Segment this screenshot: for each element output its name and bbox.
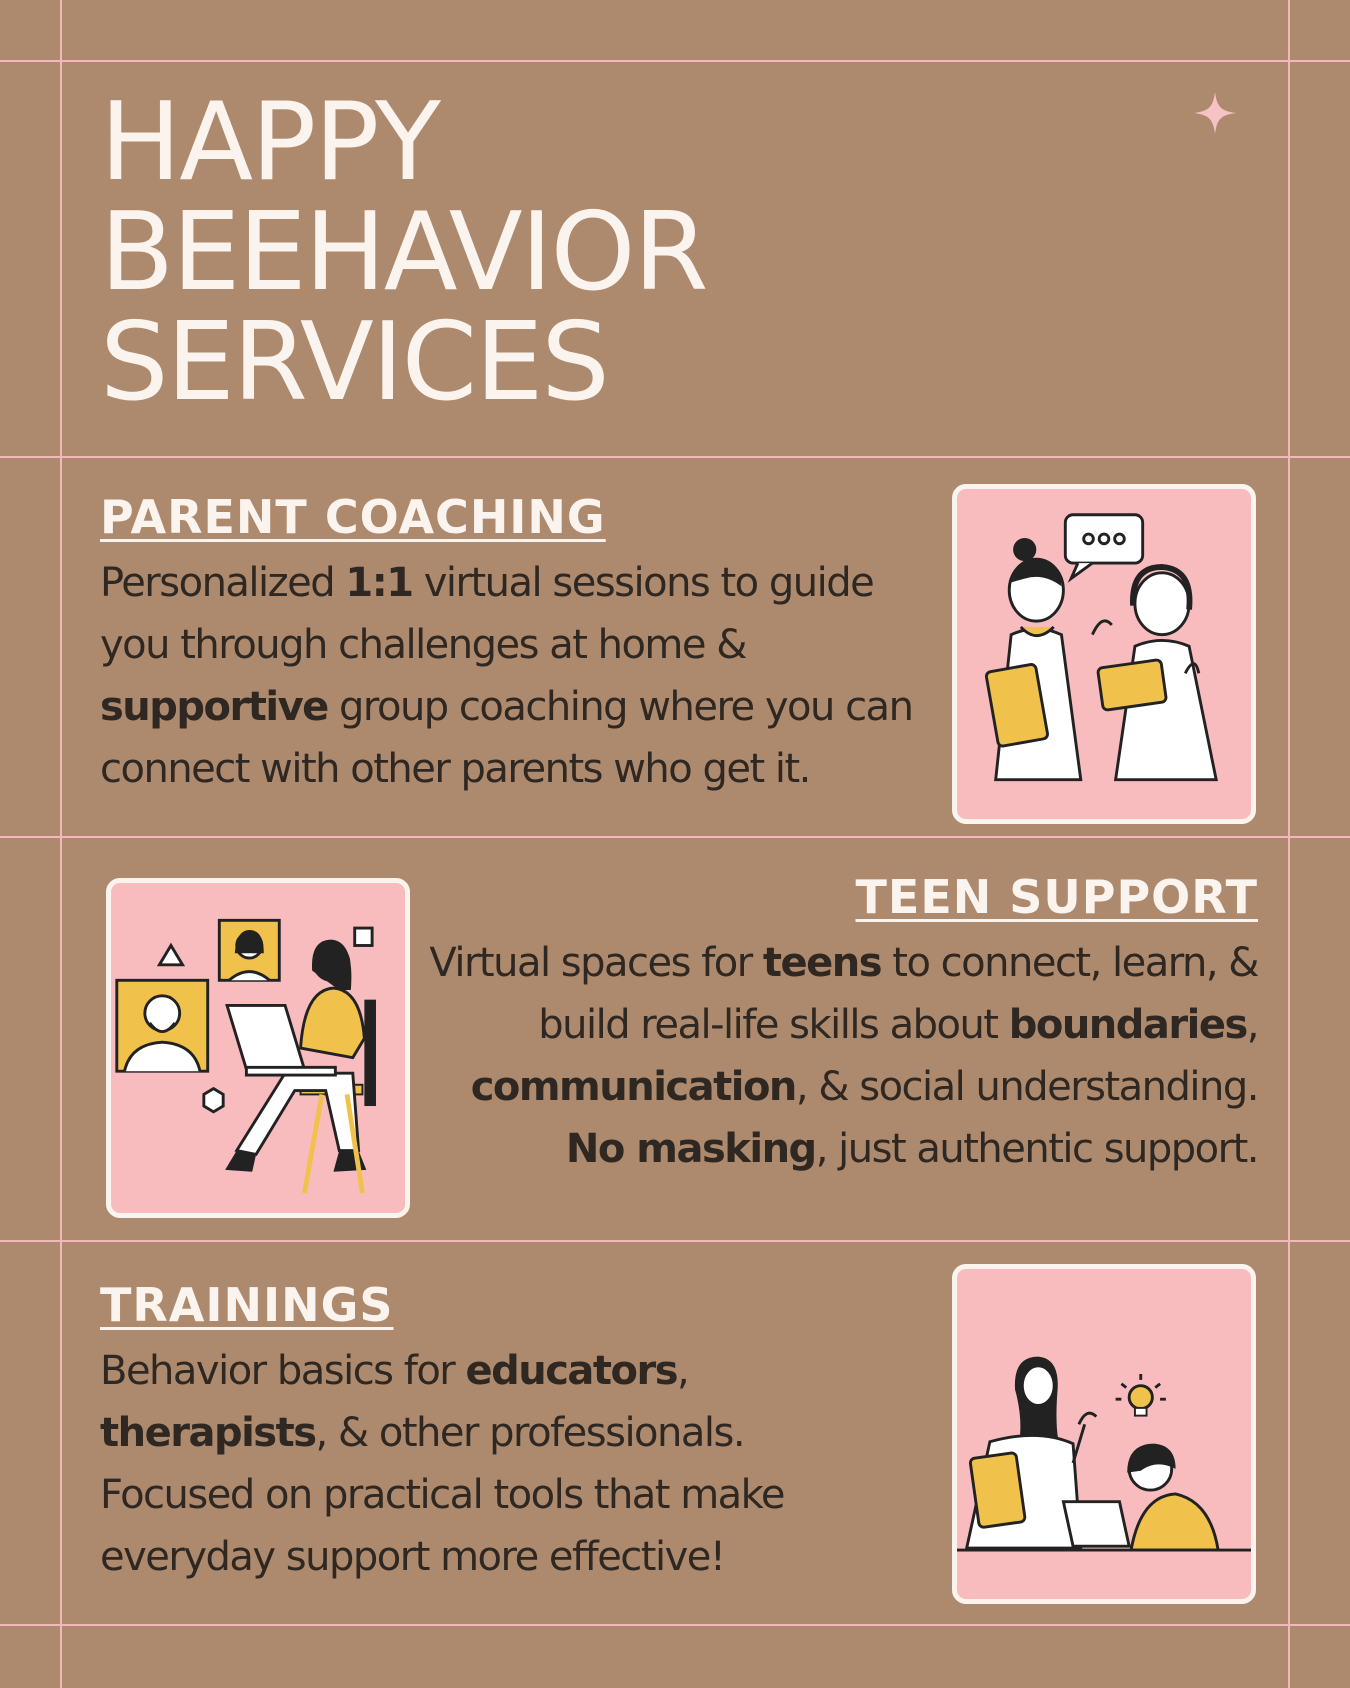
text-segment: Personalized <box>100 560 346 606</box>
grid-line-top <box>0 60 1350 62</box>
title-line-1: HAPPY <box>100 80 439 205</box>
bold-text: communication <box>470 1064 796 1110</box>
text-segment: , & social understanding. <box>795 1064 1258 1110</box>
grid-line-left <box>60 0 62 1688</box>
bold-text: educators <box>465 1348 678 1394</box>
grid-line-3 <box>0 1240 1350 1242</box>
laptop-icon <box>111 883 405 1213</box>
text-segment: virtual sessions to guide you through challenges at home & <box>100 560 874 668</box>
trainings-section <box>100 1278 860 1588</box>
grid-line-bottom <box>0 1624 1350 1626</box>
video-call-illustration <box>106 878 410 1218</box>
text-segment: group coaching where you can connect with other parents who get it. <box>100 684 913 792</box>
parent-coaching-heading: PARENT COACHING <box>100 490 606 544</box>
bold-text: teens <box>762 940 882 986</box>
grid-line-right <box>1288 0 1290 1688</box>
lightbulb-icon <box>957 1269 1251 1599</box>
text-segment: Behavior basics for <box>100 1348 466 1394</box>
conversation-icon <box>957 489 1251 819</box>
teen-support-text <box>420 932 1258 1180</box>
bold-text: 1:1 <box>345 560 413 606</box>
grid-line-1 <box>0 456 1350 458</box>
teen-support-section <box>420 870 1258 1180</box>
bold-text: boundaries <box>1008 1002 1247 1048</box>
text-segment: , <box>1246 1002 1258 1048</box>
trainings-heading: TRAININGS <box>100 1278 394 1332</box>
page-title <box>100 80 707 425</box>
bold-text: therapists <box>100 1410 316 1456</box>
two-women-talking-illustration <box>952 484 1256 824</box>
bold-text: No masking <box>565 1126 816 1172</box>
text-segment: , & other professionals. Focused on practical tools that make everyday support more effective! <box>100 1410 785 1580</box>
bold-text: supportive <box>100 684 328 730</box>
sparkle-icon <box>1194 92 1236 134</box>
text-segment: , just authentic support. <box>815 1126 1258 1172</box>
parent-coaching-section <box>100 490 940 800</box>
title-line-3: SERVICES <box>100 300 608 425</box>
teacher-student-illustration <box>952 1264 1256 1604</box>
text-segment: to connect, learn, & build real-life skills about <box>538 940 1258 1048</box>
teen-support-heading: TEEN SUPPORT <box>855 870 1258 924</box>
trainings-text <box>100 1340 860 1588</box>
text-segment: , <box>677 1348 689 1394</box>
grid-line-2 <box>0 836 1350 838</box>
text-segment: Virtual spaces for <box>429 940 763 986</box>
parent-coaching-text <box>100 552 940 800</box>
title-line-2: BEEHAVIOR <box>100 190 707 315</box>
